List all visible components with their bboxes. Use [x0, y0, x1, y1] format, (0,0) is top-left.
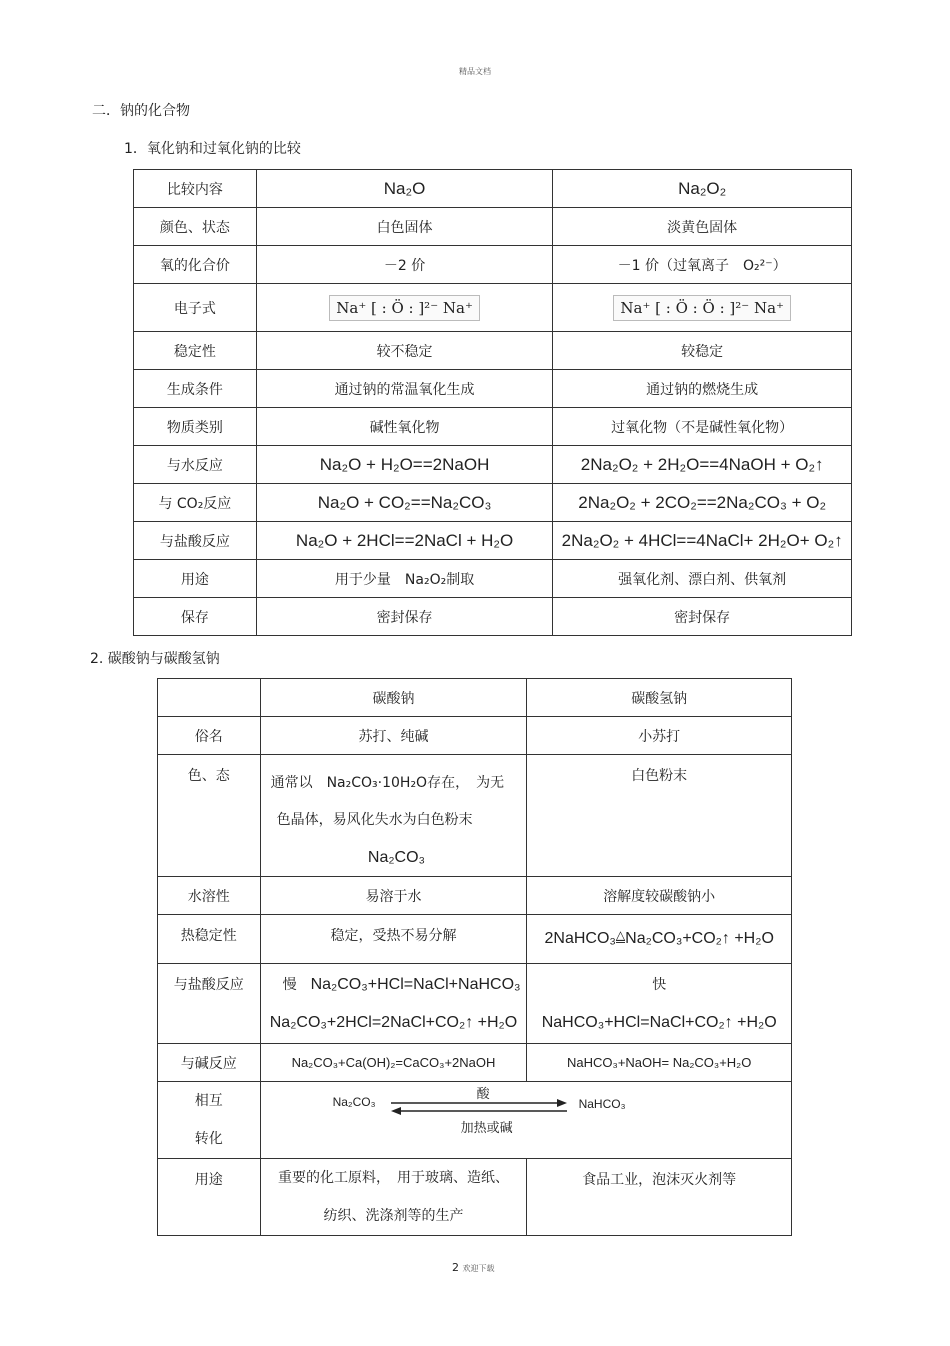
table-cell: 较稳定 [553, 332, 852, 370]
cell-line: 重要的化工原料， 用于玻璃、造纸、 [277, 1170, 509, 1186]
table-row [158, 877, 792, 915]
table-row [158, 1082, 792, 1159]
table-row [158, 964, 792, 1044]
table-cell: 俗名 [158, 717, 261, 755]
table-cell [553, 284, 852, 332]
table-cell: 物质类别 [134, 408, 257, 446]
equation: Na₂CO₃+2HCl=2NaCl+CO₂↑ +H₂O [269, 1013, 518, 1031]
conversion-arrows [389, 1099, 569, 1115]
table-cell: Na₂O + 2HCl==2NaCl + H₂O [256, 522, 553, 560]
table-cell: 强氧化剂、漂白剂、供氧剂 [553, 560, 852, 598]
table-cell: 生成条件 [134, 370, 257, 408]
table-cell: 小苏打 [527, 717, 792, 755]
table-cell [527, 964, 792, 1044]
table-row [134, 446, 852, 484]
table-cell: Na₂O + CO₂==Na₂CO₃ [256, 484, 553, 522]
conversion-left: Na₂CO₃ [332, 1095, 376, 1109]
table-cell: 保存 [134, 598, 257, 636]
table-cell: 食品工业，泡沫灭火剂等 [527, 1159, 792, 1236]
table-cell: 与盐酸反应 [158, 964, 261, 1044]
table-cell [260, 1159, 527, 1236]
table-cell: 通过钠的常温氧化生成 [256, 370, 553, 408]
table-cell: －2 价 [256, 246, 553, 284]
cell-line: 转化 [194, 1131, 223, 1147]
cell-line: 相互 [194, 1093, 223, 1109]
conversion-cell [260, 1082, 791, 1159]
oxide-comparison-table [133, 169, 852, 636]
table-row [134, 598, 852, 636]
table-cell: 与碱反应 [158, 1044, 261, 1082]
table-cell: 稳定性 [134, 332, 257, 370]
table-cell: 碱性氧化物 [256, 408, 553, 446]
table-cell [256, 284, 553, 332]
table-row [134, 332, 852, 370]
table-cell: 2Na₂O₂ + 2H₂O==4NaOH + O₂↑ [553, 446, 852, 484]
table-cell: 稳定，受热不易分解 [260, 915, 527, 964]
table-cell: 比较内容 [134, 170, 257, 208]
conversion-below: 加热或碱 [460, 1121, 513, 1136]
cell-line: 色晶体，易风化失水为白色粉末 [276, 812, 473, 828]
table-cell: 易溶于水 [260, 877, 527, 915]
table-row [158, 1159, 792, 1236]
table-cell: NaHCO₃+NaOH= Na₂CO₃+H₂O [527, 1044, 792, 1082]
table-cell [260, 755, 527, 877]
table-row [134, 170, 852, 208]
table-row [134, 284, 852, 332]
table-cell [527, 915, 792, 964]
table-cell: 用于少量 Na₂O₂制取 [256, 560, 553, 598]
table-cell: 白色固体 [256, 208, 553, 246]
table-cell: 2Na₂O₂ + 2CO₂==2Na₂CO₃ + O₂ [553, 484, 852, 522]
table-cell: 氧的化合价 [134, 246, 257, 284]
table-cell: 颜色、状态 [134, 208, 257, 246]
table-row [134, 370, 852, 408]
table-cell: 密封保存 [553, 598, 852, 636]
table-cell: 通过钠的燃烧生成 [553, 370, 852, 408]
speed-label: 快 [652, 976, 667, 993]
table-cell: 与 CO₂反应 [134, 484, 257, 522]
table-cell: 较不稳定 [256, 332, 553, 370]
conversion-above: 酸 [476, 1087, 490, 1102]
table-row [158, 915, 792, 964]
table-cell: 2Na₂O₂ + 4HCl==4NaCl+ 2H₂O+ O₂↑ [553, 522, 852, 560]
table-cell: 热稳定性 [158, 915, 261, 964]
heat-symbol: △ [615, 928, 626, 942]
table-row [134, 522, 852, 560]
table-cell [158, 1082, 261, 1159]
table-cell: 密封保存 [256, 598, 553, 636]
speed-label: 慢 [282, 976, 297, 993]
table-row [134, 246, 852, 284]
footer-text: 欢迎下载 [462, 1264, 495, 1273]
page-number: 2 [452, 1261, 459, 1274]
table-row [134, 408, 852, 446]
table-cell: 碳酸氢钠 [527, 679, 792, 717]
page-footer [452, 1261, 495, 1274]
table-cell: 淡黄色固体 [553, 208, 852, 246]
equation: Na₂CO₃+HCl=NaCl+NaHCO₃ [310, 975, 521, 993]
table-cell: 与水反应 [134, 446, 257, 484]
table-row [134, 208, 852, 246]
equation: NaHCO₃+HCl=NaCl+CO₂↑ +H₂O [541, 1013, 777, 1031]
table-cell: －1 价（过氧离子 O₂²⁻） [553, 246, 852, 284]
table-cell: 用途 [158, 1159, 261, 1236]
table-row [158, 717, 792, 755]
table-cell [260, 964, 527, 1044]
subsection-2-title: 2. 碳酸钠与碳酸氢钠 [90, 651, 220, 667]
cell-line: 纺织、洗涤剂等的生产 [323, 1208, 464, 1224]
cell-line: Na₂CO₃ [367, 849, 426, 866]
carbonate-comparison-table [157, 678, 792, 1236]
table-cell: 溶解度较碳酸钠小 [527, 877, 792, 915]
table-cell: 色、态 [158, 755, 261, 877]
table-cell: 用途 [134, 560, 257, 598]
table-cell: Na₂CO₃+Ca(OH)₂=CaCO₃+2NaOH [260, 1044, 527, 1082]
conversion-diagram [261, 1083, 791, 1157]
table-row [158, 679, 792, 717]
table-cell [158, 679, 261, 717]
table-cell: 碳酸钠 [260, 679, 527, 717]
electron-formula: Na⁺ [ : Ö : Ö : ]²⁻ Na⁺ [613, 295, 791, 321]
table-row [158, 1044, 792, 1082]
page-header: 精品文档 [459, 67, 491, 76]
table-cell: Na₂O + H₂O==2NaOH [256, 446, 553, 484]
table-cell: 电子式 [134, 284, 257, 332]
table-row [134, 560, 852, 598]
section-title: 二．钠的化合物 [92, 103, 190, 119]
equation-right: Na₂CO₃+CO₂↑ +H₂O [625, 930, 774, 947]
table-cell: 白色粉末 [527, 755, 792, 877]
conversion-right: NaHCO₃ [578, 1097, 626, 1111]
table-cell: 与盐酸反应 [134, 522, 257, 560]
table-cell: 苏打、纯碱 [260, 717, 527, 755]
table-cell: 过氧化物（不是碱性氧化物） [553, 408, 852, 446]
table-row [158, 755, 792, 877]
equation-left: 2NaHCO₃ [544, 930, 616, 947]
cell-line: 通常以 Na₂CO₃·10H₂O存在， 为无 [270, 775, 505, 791]
table-cell: 水溶性 [158, 877, 261, 915]
table-cell: Na₂O₂ [553, 170, 852, 208]
table-cell: Na₂O [256, 170, 553, 208]
electron-formula: Na⁺ [ : Ö : ]²⁻ Na⁺ [329, 295, 480, 321]
table-row [134, 484, 852, 522]
subsection-1-title: 1．氧化钠和过氧化钠的比较 [124, 141, 301, 157]
